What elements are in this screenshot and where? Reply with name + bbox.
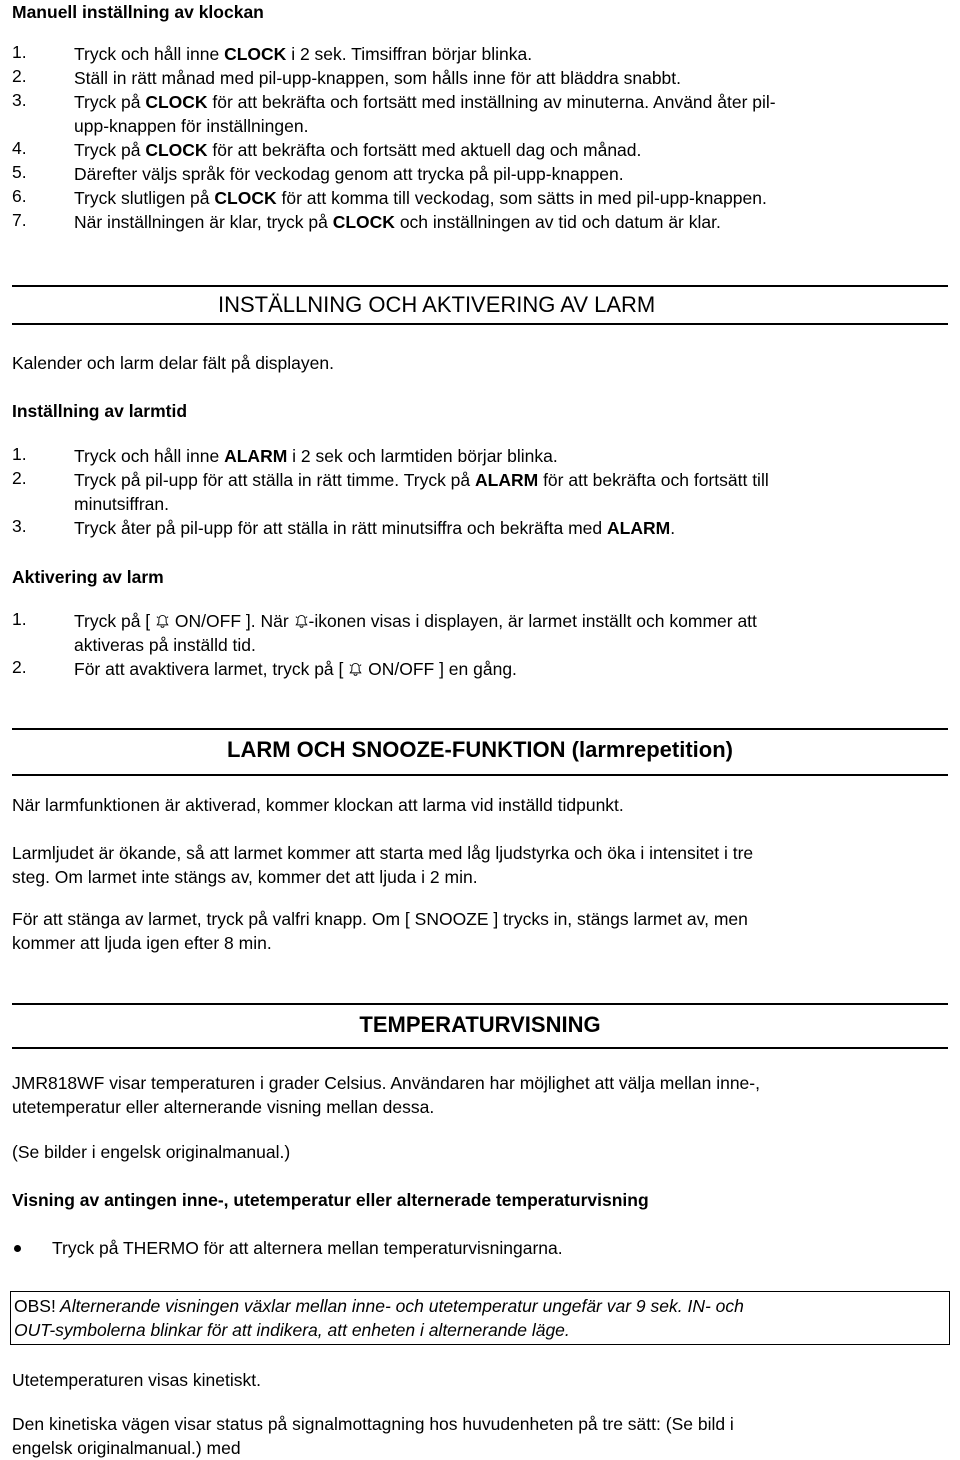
step-text: Tryck på [ ON/OFF ]. När -ikonen visas i displayen, är larmet inställt och kommer att aktiveras på inställd tid.: [74, 611, 757, 655]
step-number: 1.: [12, 609, 27, 629]
step-number: 2.: [12, 657, 27, 677]
step-number: 3.: [12, 516, 27, 536]
step-text: När inställningen är klar, tryck på CLOCK och inställningen av tid och datum är klar.: [74, 212, 721, 232]
section-divider: [12, 774, 948, 776]
step-number: 1.: [12, 444, 27, 464]
button-name: CLOCK: [214, 188, 277, 208]
step-text: Tryck slutligen på CLOCK för att komma till veckodag, som sätts in med pil-upp-knappen.: [74, 188, 767, 208]
step-number: 5.: [12, 162, 27, 182]
step-number: 6.: [12, 186, 27, 206]
obs-note: OBS! Alternerande visningen växlar mellan inne- och utetemperatur ungefär var 9 sek. IN- och OUT-symbolerna blinkar för att indikera, att enheten i alternerande läge.: [14, 1296, 744, 1340]
step-number: 3.: [12, 90, 27, 110]
button-name: CLOCK: [224, 44, 287, 64]
temperature-paragraph: Den kinetiska vägen visar status på signalmottagning hos huvudenheten på tre sätt: (Se bild i engelsk originalmanual.) med: [12, 1414, 734, 1458]
step-number: 2.: [12, 66, 27, 86]
step-text: Tryck åter på pil-upp för att ställa in rätt minutsiffra och bekräfta med ALARM.: [74, 518, 676, 538]
clock-heading: Manuell inställning av klockan: [12, 2, 264, 22]
snooze-paragraph: Larmljudet är ökande, så att larmet kommer att starta med låg ljudstyrka och öka i intensitet i tre steg. Om larmet inte stängs av, kommer det att ljuda i 2 min.: [12, 843, 754, 887]
bullet-icon: [14, 1245, 21, 1252]
button-name: CLOCK: [145, 92, 208, 112]
step-number: 4.: [12, 138, 27, 158]
step-text: Tryck och håll inne CLOCK i 2 sek. Timsiffran börjar blinka.: [74, 44, 533, 64]
step-text: Tryck på CLOCK för att bekräfta och fortsätt med inställning av minuterna. Använd åter pil- upp-knappen för inställningen.: [74, 92, 776, 136]
step-text: Därefter väljs språk för veckodag genom att trycka på pil-upp-knappen.: [74, 164, 624, 184]
step-text: Tryck och håll inne ALARM i 2 sek och larmtiden börjar blinka.: [74, 446, 558, 466]
step-text: För att avaktivera larmet, tryck på [ ON/OFF ] en gång.: [74, 659, 517, 679]
step-number: 1.: [12, 42, 27, 62]
alarm-time-heading: Inställning av larmtid: [12, 401, 188, 421]
bell-icon: [348, 662, 363, 677]
button-name: CLOCK: [332, 212, 395, 232]
step-text: Ställ in rätt månad med pil-upp-knappen, som hålls inne för att bläddra snabbt.: [74, 68, 682, 88]
temperature-paragraph: Utetemperaturen visas kinetiskt.: [12, 1370, 261, 1390]
button-name: ALARM: [607, 518, 671, 538]
section-divider: [12, 1003, 948, 1005]
temperature-note: (Se bilder i engelsk originalmanual.): [12, 1142, 291, 1162]
snooze-title: LARM OCH SNOOZE-FUNKTION (larmrepetition): [227, 737, 733, 762]
thermo-instruction: Tryck på THERMO för att alternera mellan temperaturvisningarna.: [52, 1238, 563, 1258]
step-text: Tryck på pil-upp för att ställa in rätt timme. Tryck på ALARM för att bekräfta och fortsätt till minutsiffran.: [74, 470, 769, 514]
alarm-title: INSTÄLLNING OCH AKTIVERING AV LARM: [218, 292, 656, 317]
section-divider: [12, 285, 948, 287]
button-name: CLOCK: [145, 140, 208, 160]
obs-label: OBS!: [14, 1296, 56, 1316]
button-name: ALARM: [475, 470, 539, 490]
temperature-subheading: Visning av antingen inne-, utetemperatur eller alternerade temperaturvisning: [12, 1190, 649, 1210]
temperature-paragraph: JMR818WF visar temperaturen i grader Celsius. Användaren har möjlighet att välja mellan inne-, utetemperatur eller alternerande visning mellan dessa.: [12, 1073, 760, 1117]
section-divider: [12, 1047, 948, 1049]
step-number: 7.: [12, 210, 27, 230]
section-divider: [12, 323, 948, 325]
alarm-intro: Kalender och larm delar fält på displayen.: [12, 353, 334, 373]
bell-icon: [294, 614, 309, 629]
alarm-activation-heading: Aktivering av larm: [12, 567, 164, 587]
section-divider: [12, 728, 948, 730]
snooze-paragraph: För att stänga av larmet, tryck på valfri knapp. Om [ SNOOZE ] trycks in, stängs larmet av, men kommer att ljuda igen efter 8 min.: [12, 909, 748, 953]
snooze-paragraph: När larmfunktionen är aktiverad, kommer klockan att larma vid inställd tidpunkt.: [12, 795, 624, 815]
step-number: 2.: [12, 468, 27, 488]
bell-icon: [155, 614, 170, 629]
step-text: Tryck på CLOCK för att bekräfta och fortsätt med aktuell dag och månad.: [74, 140, 642, 160]
temperature-title: TEMPERATURVISNING: [359, 1012, 601, 1037]
button-name: ALARM: [224, 446, 288, 466]
